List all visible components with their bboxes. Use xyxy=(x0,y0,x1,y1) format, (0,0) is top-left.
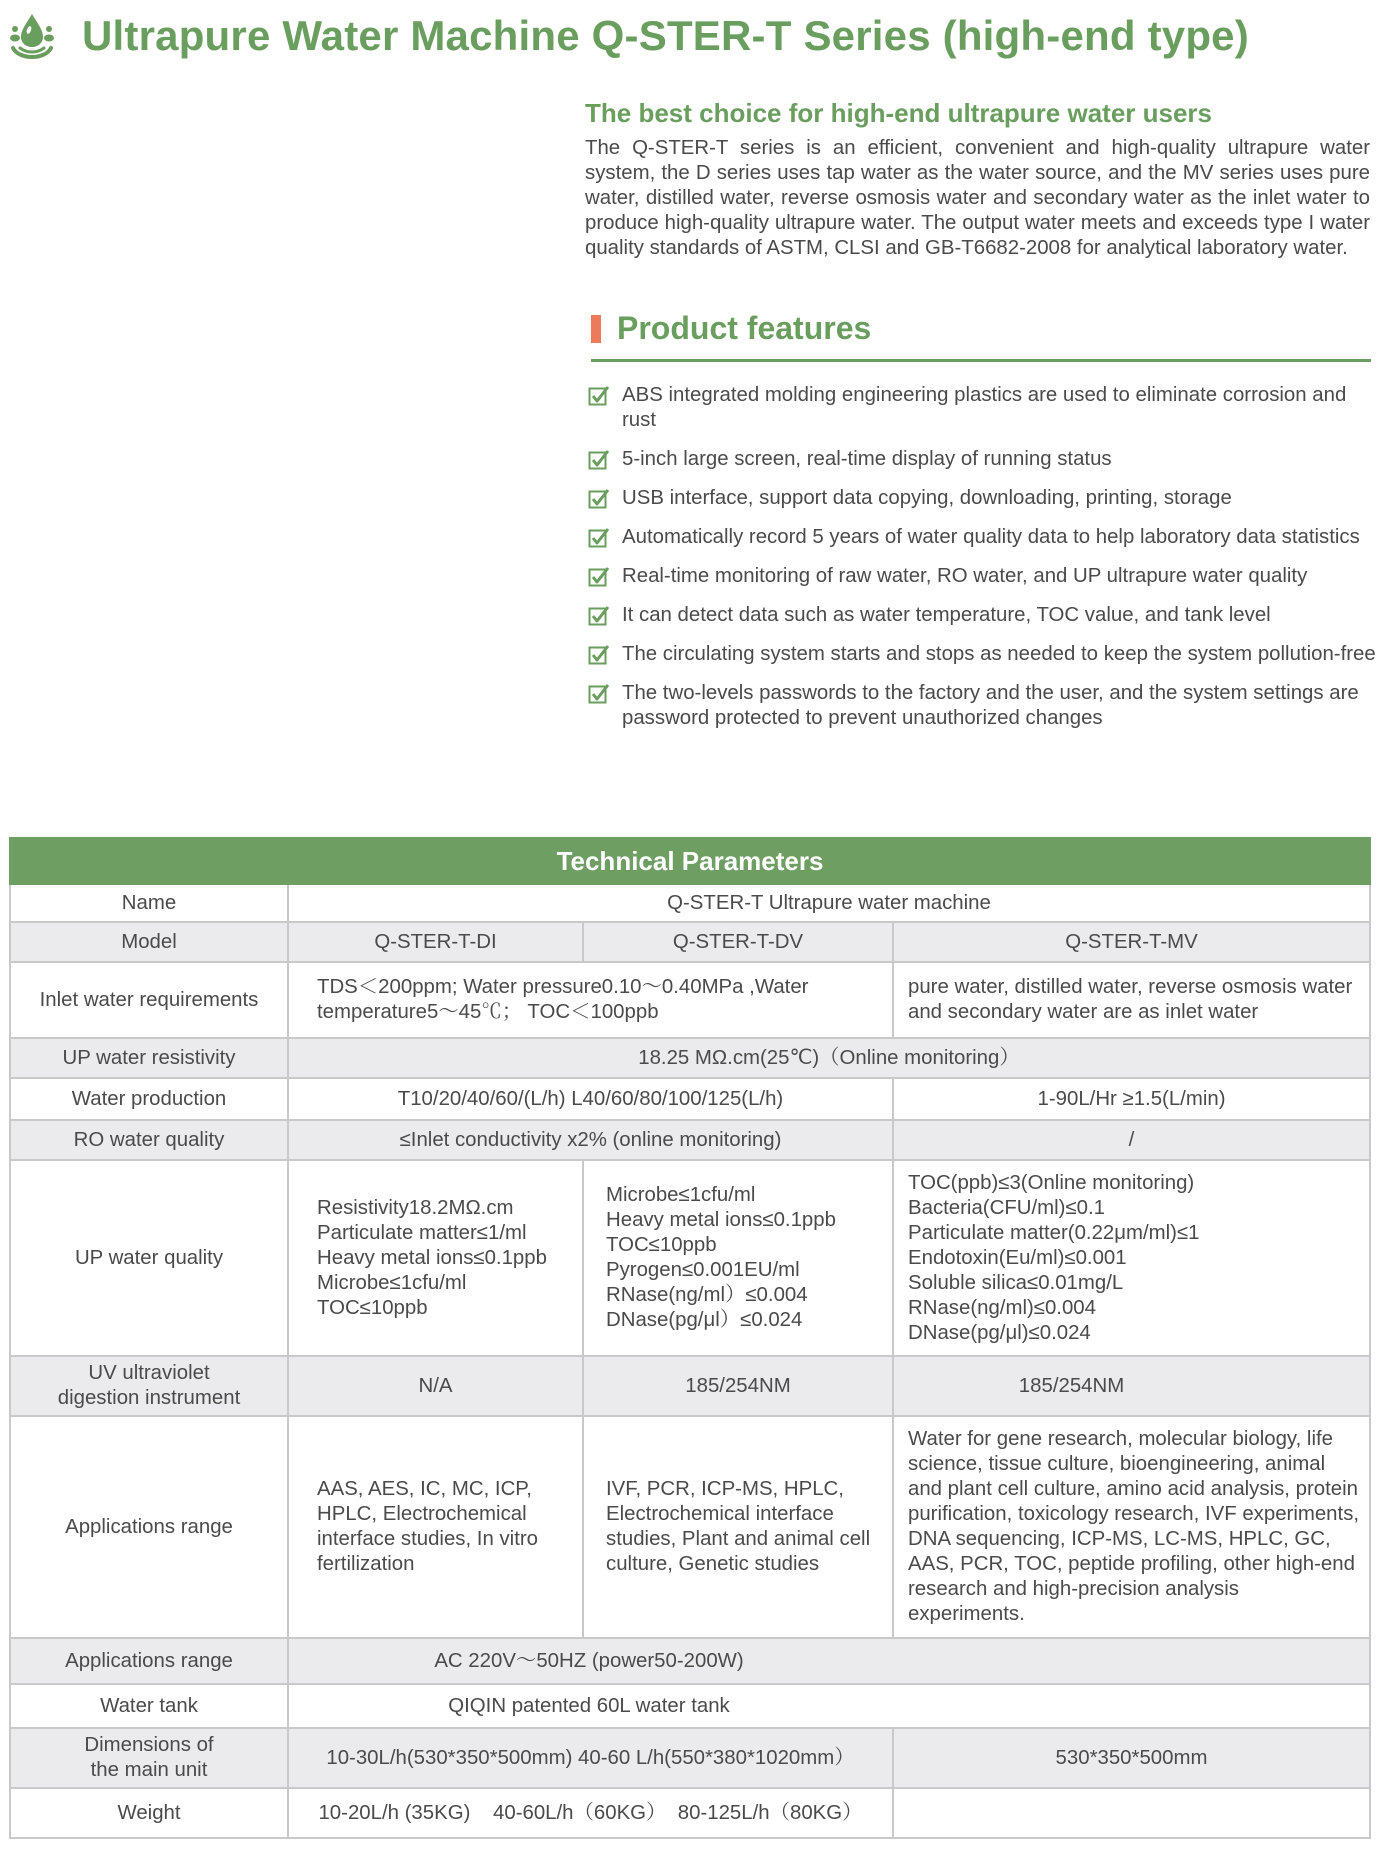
row-label: UV ultraviolet digestion instrument xyxy=(10,1356,288,1416)
cell-value: QIQIN patented 60L water tank xyxy=(288,1684,1370,1728)
feature-item xyxy=(588,447,1378,472)
cell-up-dv: Microbe≤1cfu/ml Heavy metal ions≤0.1ppb TOC≤10ppb Pyrogen≤0.001EU/ml RNase(ng/ml）≤0.004 DNase(pg/μl）≤0.024 xyxy=(583,1160,893,1356)
water-drop-splash-icon xyxy=(6,10,58,62)
row-label: RO water quality xyxy=(10,1120,288,1160)
cell-up-mv: TOC(ppb)≤3(Online monitoring) Bacteria(CFU/ml)≤0.1 Particulate matter(0.22μm/ml)≤1 Endotoxin(Eu/ml)≤0.001 Soluble silica≤0.01mg/L RNase(ng/ml)≤0.004 DNase(pg/μl)≤0.024 xyxy=(893,1160,1370,1356)
checkbox-checked-icon xyxy=(588,488,610,510)
row-label: Dimensions of the main unit xyxy=(10,1728,288,1788)
feature-text: USB interface, support data copying, downloading, printing, storage xyxy=(622,487,1232,509)
cell-app-mv: Water for gene research, molecular biology, life science, tissue culture, bioengineering, animal and plant cell culture, amino acid analysis, protein purification, toxicology research, IVF experiments, DNA sequencing, ICP-MS, LC-MS, HPLC, GC, AAS, PCR, TOC, peptide profiling, other high-end research and high-precision analysis experiments. xyxy=(893,1416,1370,1638)
cell-model-di: Q-STER-T-DI xyxy=(288,922,583,962)
intro-subtitle: The best choice for high-end ultrapure water users xyxy=(585,98,1213,128)
cell-dimensions-d: 10-30L/h(530*350*500mm) 40-60 L/h(550*380*1020mm） xyxy=(288,1728,893,1788)
table-row-dimensions xyxy=(10,1728,1370,1788)
feature-text: The circulating system starts and stops as needed to keep the system pollution-free xyxy=(622,643,1376,665)
cell-weight-d: 10-20L/h (35KG) 40-60L/h（60KG） 80-125L/h（80KG） xyxy=(288,1788,893,1838)
table-row-ro-quality xyxy=(10,1120,1370,1160)
table-row-up-quality xyxy=(10,1160,1370,1356)
table-row-applications xyxy=(10,1416,1370,1638)
cell-production-d: T10/20/40/60/(L/h) L40/60/80/100/125(L/h) xyxy=(288,1078,893,1120)
cell-inlet-mv: pure water, distilled water, reverse osmosis water and secondary water are as inlet water xyxy=(893,962,1370,1038)
page-header xyxy=(6,8,1249,64)
feature-item xyxy=(588,383,1378,433)
accent-bar xyxy=(591,315,601,343)
feature-item xyxy=(588,642,1378,667)
table-title-row xyxy=(10,838,1370,884)
table-row-name xyxy=(10,884,1370,922)
cell-value: Q-STER-T Ultrapure water machine xyxy=(288,884,1370,922)
table-row-production xyxy=(10,1078,1370,1120)
table-row-model xyxy=(10,922,1370,962)
checkbox-checked-icon xyxy=(588,385,610,407)
cell-model-mv: Q-STER-T-MV xyxy=(893,922,1370,962)
checkbox-checked-icon xyxy=(588,527,610,549)
cell-production-mv: 1-90L/Hr ≥1.5(L/min) xyxy=(893,1078,1370,1120)
row-label: UP water quality xyxy=(10,1160,288,1356)
page-title: Ultrapure Water Machine Q-STER-T Series (high-end type) xyxy=(82,12,1249,59)
cell-value: 18.25 MΩ.cm(25℃)（Online monitoring） xyxy=(288,1038,1370,1078)
table-title: Technical Parameters xyxy=(10,838,1370,884)
row-label: Inlet water requirements xyxy=(10,962,288,1038)
feature-item xyxy=(588,564,1378,589)
row-label: Water production xyxy=(10,1078,288,1120)
feature-text: It can detect data such as water temperature, TOC value, and tank level xyxy=(622,604,1271,626)
cell-uv-mv: 185/254NM xyxy=(893,1356,1370,1416)
checkbox-checked-icon xyxy=(588,683,610,705)
cell-model-dv: Q-STER-T-DV xyxy=(583,922,893,962)
table-row-resistivity xyxy=(10,1038,1370,1078)
checkbox-checked-icon xyxy=(588,566,610,588)
table-row-tank xyxy=(10,1684,1370,1728)
checkbox-checked-icon xyxy=(588,644,610,666)
cell-weight-mv xyxy=(893,1788,1370,1838)
cell-uv-dv: 185/254NM xyxy=(583,1356,893,1416)
cell-value: AC 220V～50HZ (power50-200W) xyxy=(288,1638,1370,1684)
cell-ro-mv: / xyxy=(893,1120,1370,1160)
cell-dimensions-mv: 530*350*500mm xyxy=(893,1728,1370,1788)
features-heading xyxy=(591,308,1371,362)
feature-text: The two-levels passwords to the factory and the user, and the system settings are password protected to prevent unauthorized changes xyxy=(622,682,1359,729)
row-label: Water tank xyxy=(10,1684,288,1728)
table-row-uv xyxy=(10,1356,1370,1416)
row-label: Applications range xyxy=(10,1416,288,1638)
feature-text: Automatically record 5 years of water quality data to help laboratory data statistics xyxy=(622,526,1360,548)
cell-inlet-d: TDS＜200ppm; Water pressure0.10～0.40MPa ,Water temperature5～45℃； TOC＜100ppb xyxy=(288,962,893,1038)
feature-text: 5-inch large screen, real-time display of running status xyxy=(622,448,1112,470)
intro-paragraph: The Q-STER-T series is an efficient, convenient and high-quality ultrapure water system, the D series uses tap water as the water source, and the MV series uses pure water, distilled water, reverse osmosis water and secondary water as the inlet water to produce high-quality ultrapure water. The output water meets and exceeds type I water quality standards of ASTM, CLSI and GB-T6682-2008 for analytical laboratory water. xyxy=(585,137,1370,259)
row-label: UP water resistivity xyxy=(10,1038,288,1078)
feature-text: Real-time monitoring of raw water, RO water, and UP ultrapure water quality xyxy=(622,565,1308,587)
table-row-weight xyxy=(10,1788,1370,1838)
technical-parameters-table xyxy=(9,837,1371,1839)
feature-item xyxy=(588,681,1378,731)
cell-ro-d: ≤Inlet conductivity x2% (online monitoring) xyxy=(288,1120,893,1160)
feature-item xyxy=(588,525,1378,550)
features-list xyxy=(588,383,1378,731)
table-row-inlet xyxy=(10,962,1370,1038)
cell-app-dv: IVF, PCR, ICP-MS, HPLC, Electrochemical interface studies, Plant and animal cell culture, Genetic studies xyxy=(583,1416,893,1638)
feature-item xyxy=(588,486,1378,511)
row-label: Weight xyxy=(10,1788,288,1838)
cell-up-di: Resistivity18.2MΩ.cm Particulate matter≤1/ml Heavy metal ions≤0.1ppb Microbe≤1cfu/ml TOC≤10ppb xyxy=(288,1160,583,1356)
feature-text: ABS integrated molding engineering plastics are used to eliminate corrosion and rust xyxy=(622,384,1347,431)
features-title: Product features xyxy=(617,310,872,346)
intro-section xyxy=(585,96,1370,261)
checkbox-checked-icon xyxy=(588,605,610,627)
table-row-power xyxy=(10,1638,1370,1684)
cell-uv-di: N/A xyxy=(288,1356,583,1416)
cell-app-di: AAS, AES, IC, MC, ICP, HPLC, Electrochemical interface studies, In vitro fertilization xyxy=(288,1416,583,1638)
row-label: Name xyxy=(10,884,288,922)
checkbox-checked-icon xyxy=(588,449,610,471)
row-label: Applications range xyxy=(10,1638,288,1684)
feature-item xyxy=(588,603,1378,628)
row-label: Model xyxy=(10,922,288,962)
